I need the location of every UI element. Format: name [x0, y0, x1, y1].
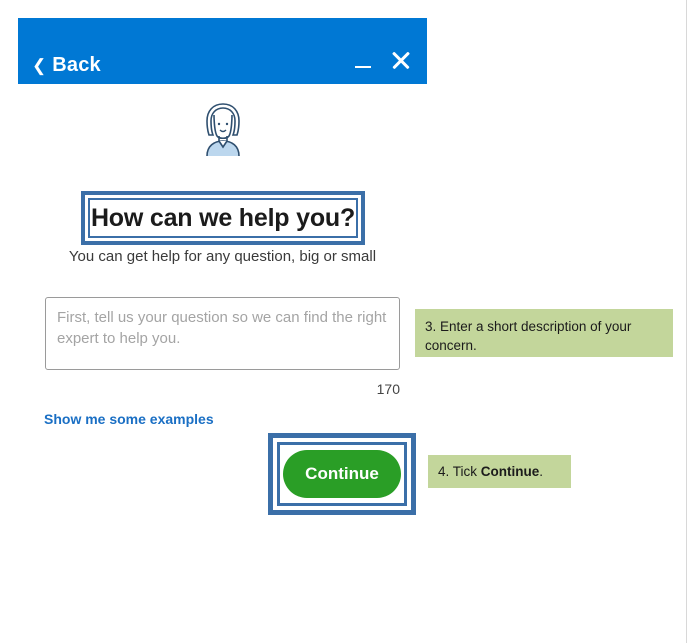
- page-subtitle: You can get help for any question, big or small: [68, 248, 377, 265]
- annotation-step-4-prefix: 4. Tick: [438, 464, 481, 479]
- annotation-step-4: [428, 455, 571, 488]
- annotation-step-4-bold: Continue: [480, 464, 540, 479]
- window-titlebar: [18, 18, 427, 84]
- show-examples-link[interactable]: Show me some examples: [44, 411, 214, 427]
- character-counter: 170: [376, 381, 400, 397]
- back-button-label: Back: [52, 54, 101, 76]
- question-input[interactable]: [45, 297, 400, 370]
- agent-avatar-icon: [193, 100, 253, 160]
- minimize-icon[interactable]: [353, 49, 373, 71]
- page-title: How can we help you?: [90, 203, 356, 232]
- continue-button[interactable]: Continue: [283, 450, 401, 498]
- annotation-step-4-suffix: .: [539, 464, 544, 479]
- back-button[interactable]: [32, 54, 101, 77]
- close-icon[interactable]: [389, 48, 413, 72]
- window-controls: [353, 48, 413, 72]
- annotation-step-3-text: 3. Enter a short description of your concern.: [425, 319, 632, 353]
- chevron-left-icon: ❮: [32, 55, 47, 75]
- annotation-step-3: [415, 309, 673, 357]
- main-content: [18, 84, 427, 160]
